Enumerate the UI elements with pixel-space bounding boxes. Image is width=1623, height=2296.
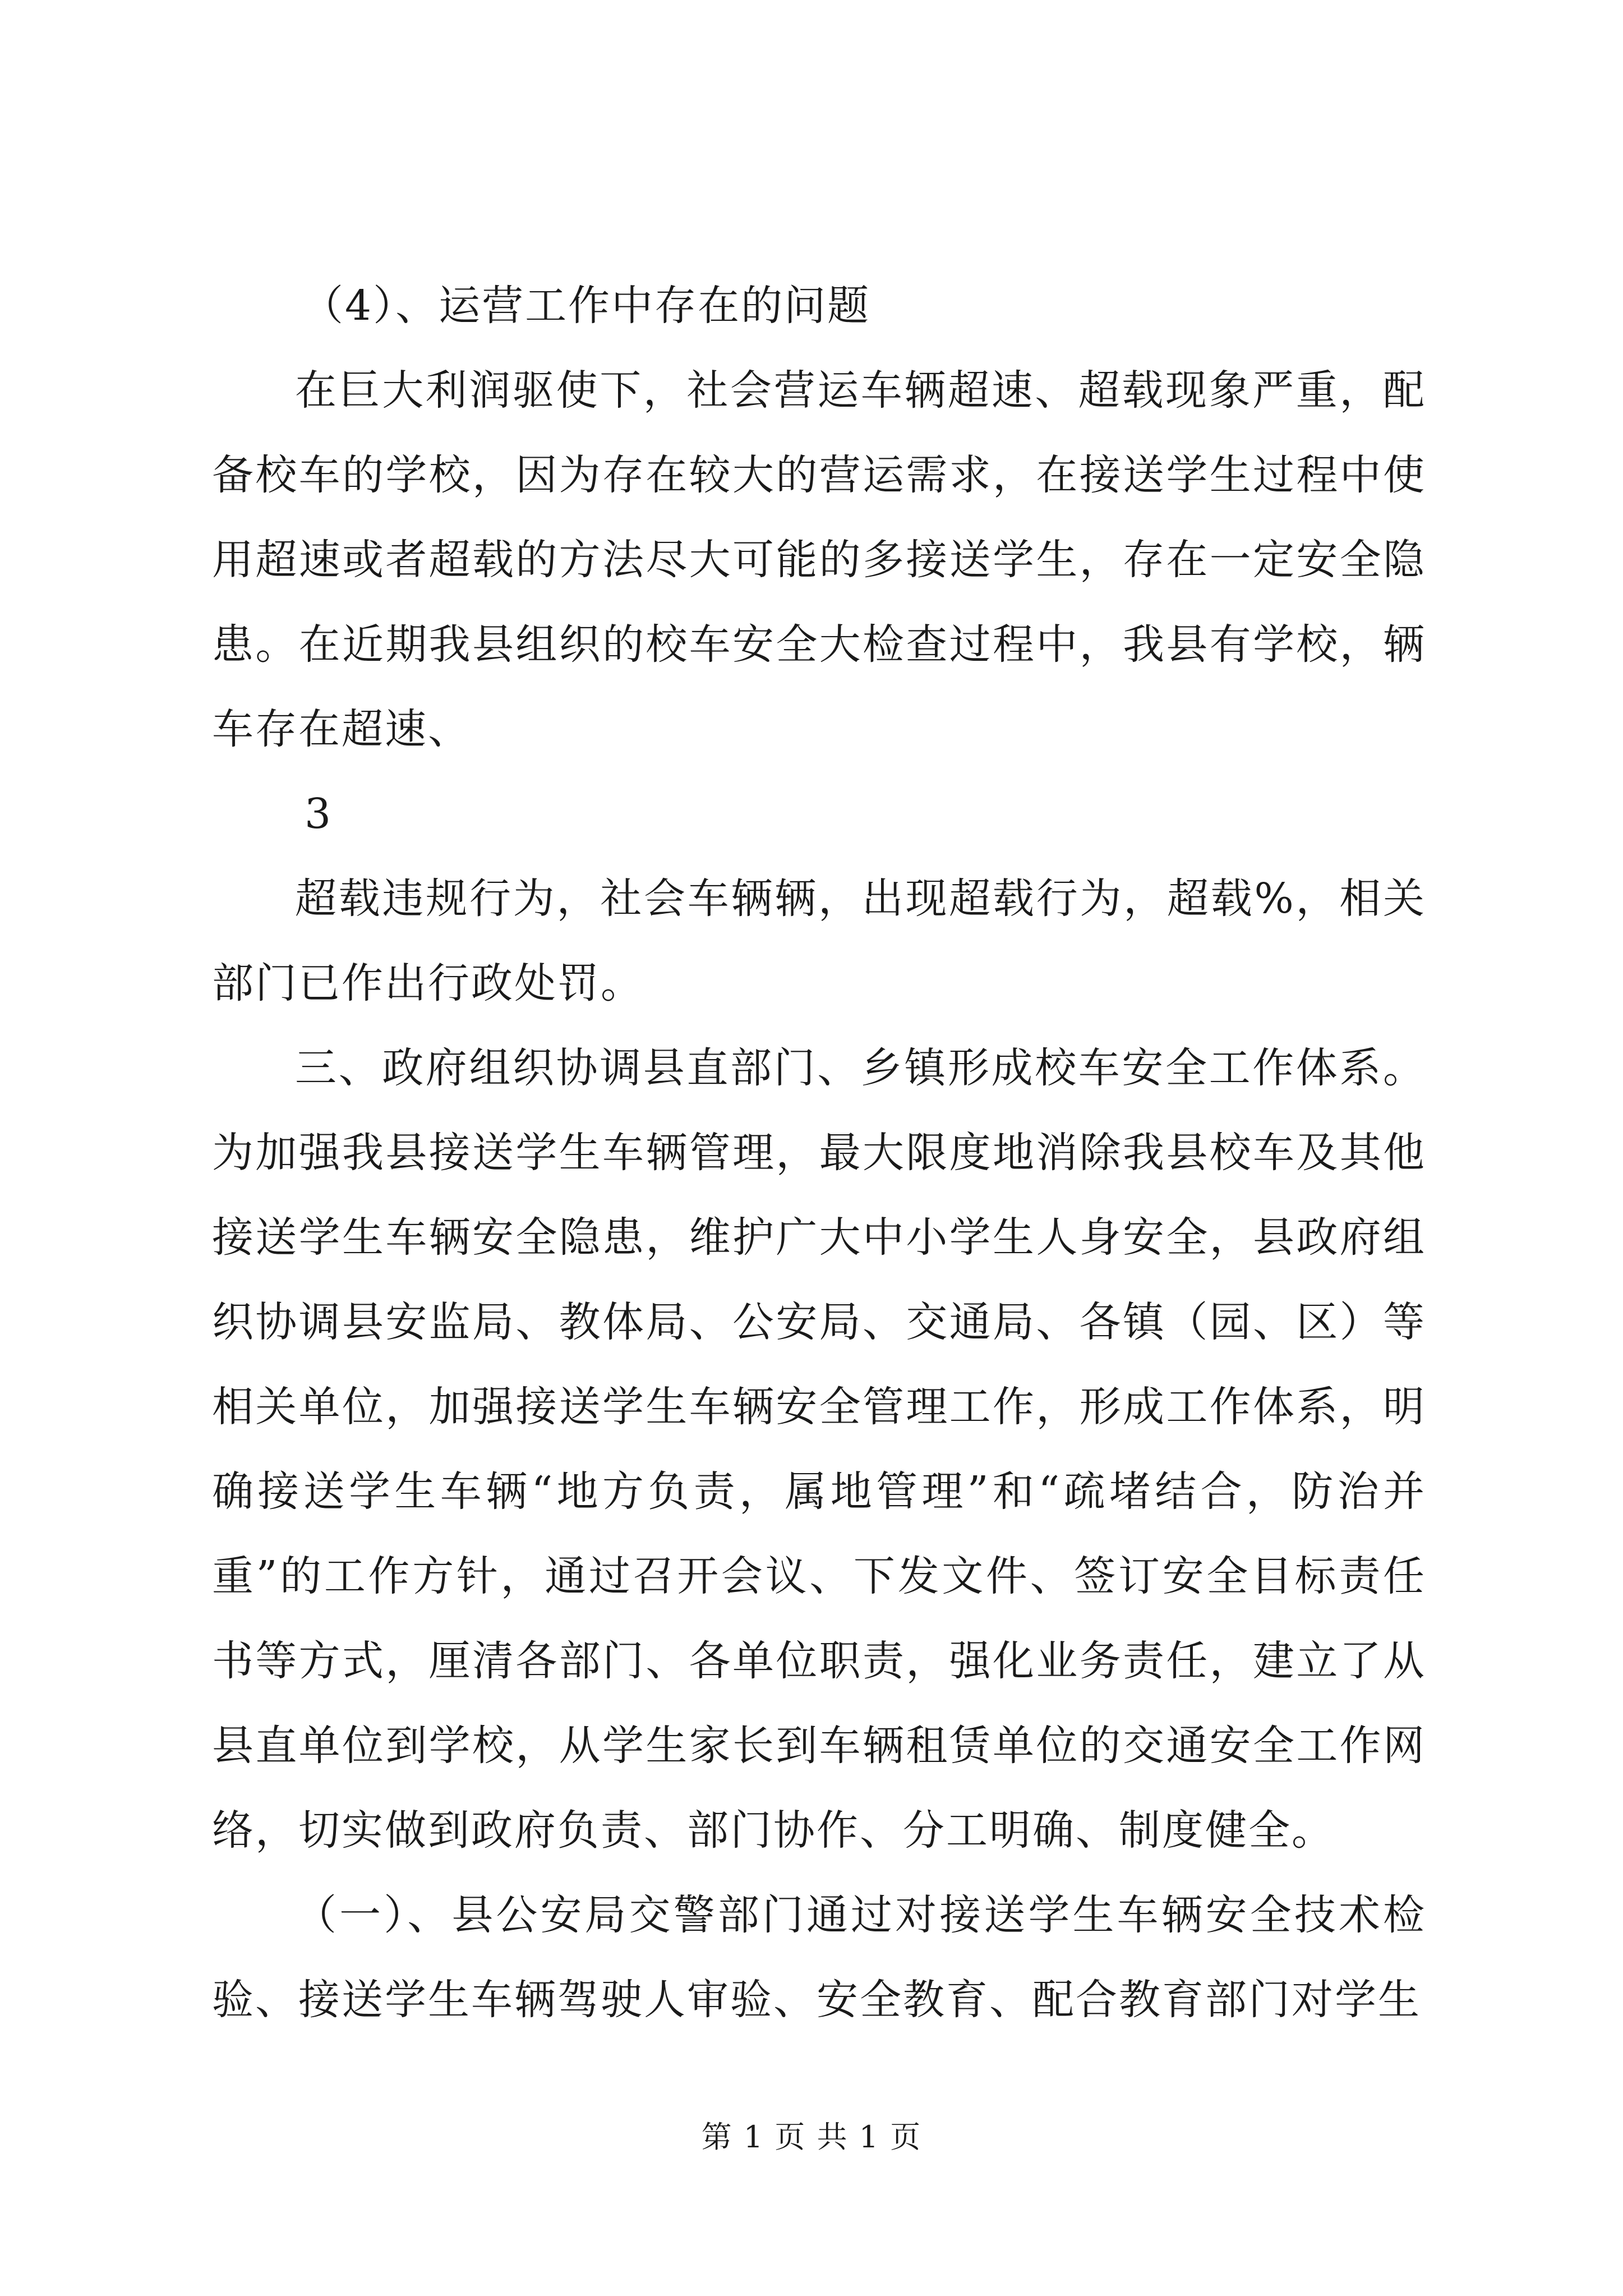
paragraph-profit-driven-overloading: 在巨大利润驱使下，社会营运车辆超速、超载现象严重，配备校车的学校，因为存在较大的营运需求，在接送学生过程中使用超速或者超载的方法尽大可能的多接送学生，存在一定安全隐患。在近期我县组织的校车安全大检查过程中，我县有学校，辆车存在超速、 [212,366,1426,753]
inline-page-number: 3 [305,790,333,838]
paragraph-section-three-safety-system: 三、政府组织协调县直部门、乡镇形成校车安全工作体系。为加强我县接送学生车辆管理，最大限度地消除我县校车及其他接送学生车辆安全隐患，维护广大中小学生人身安全，县政府组织协调县安监局、教体局、公安局、交通局、各镇（园、区）等相关单位，加强接送学生车辆安全管理工作，形成工作体系，明确接送学生车辆“地方负责，属地管理”和“疏堵结合，防治并重”的工作方针，通过召开会议、下发文件、签订安全目标责任书等方式，厘清各部门、各单位职责，强化业务责任，建立了从县直单位到学校，从学生家长到车辆租赁单位的交通安全工作网络，切实做到政府负责、部门协作、分工明确、制度健全。 [212,1044,1426,1855]
page-number-label: 第 1 页 共 1 页 [701,2119,922,2155]
document-body [212,264,1426,2042]
page-footer [0,2118,1623,2157]
paragraph-violations-penalties: 超载违规行为，社会车辆辆，出现超载行为，超载%，相关部门已作出行政处罚。 [212,875,1426,1007]
section-heading-operational-problems: （4）、运营工作中存在的问题 [302,282,871,330]
paragraph-subsection-one-traffic-police: （一）、县公安局交警部门通过对接送学生车辆安全技术检验、接送学生车辆驾驶人审验、安全教育、配合教育部门对学生 [212,1891,1426,2024]
